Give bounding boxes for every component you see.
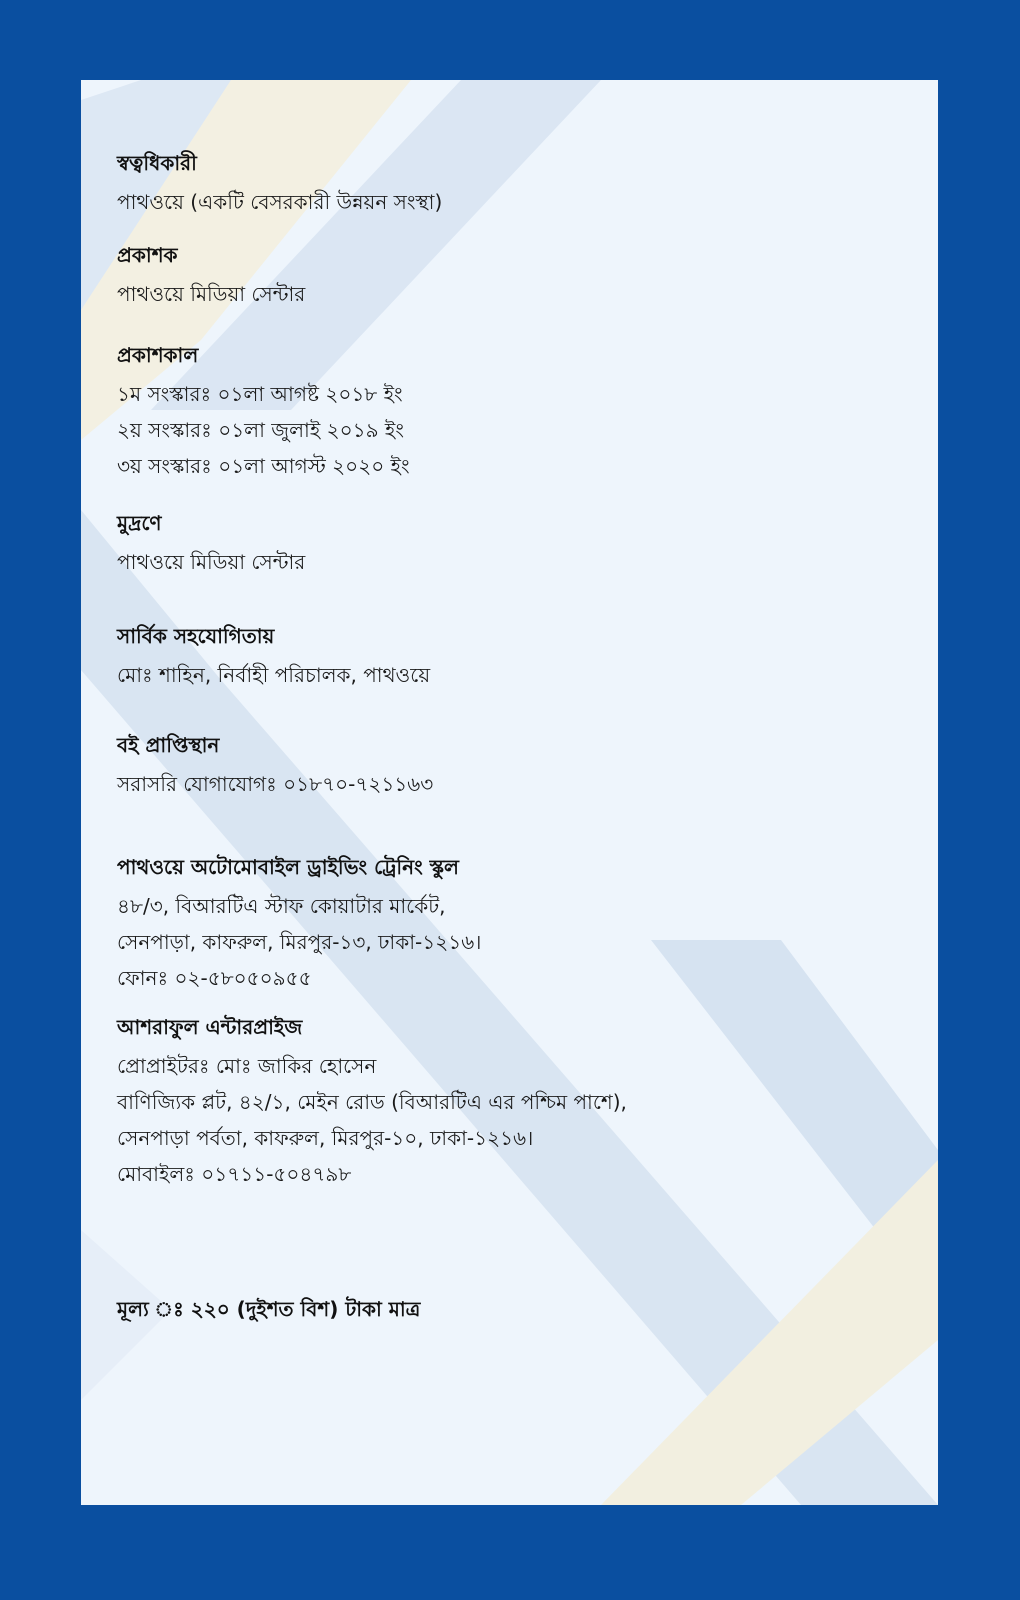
driving-school-address-2: সেনপাড়া, কাফরুল, মিরপুর-১৩, ঢাকা-১২১৬।	[117, 930, 482, 954]
price-section	[117, 1295, 897, 1328]
enterprise-heading: আশরাফুল এন্টারপ্রাইজ	[117, 1015, 303, 1039]
enterprise-section	[117, 1014, 897, 1192]
driving-school-phone: ফোনঃ ০২-৫৮০৫০৯৫৫	[117, 966, 312, 990]
cooperation-text: মোঃ শাহিন, নির্বাহী পরিচালক, পাথওয়ে	[117, 663, 431, 687]
publisher-heading: প্রকাশক	[117, 243, 178, 267]
publication-date-heading: প্রকাশকাল	[117, 343, 199, 367]
edition-3: ৩য় সংস্কারঃ ০১লা আগস্ট ২০২০ ইং	[117, 454, 410, 478]
enterprise-address-1: বাণিজ্যিক প্লট, ৪২/১, মেইন রোড (বিআরটিএ এর পশ্চিম পাশে),	[117, 1090, 627, 1114]
availability-heading: বই প্রাপ্তিস্থান	[117, 733, 220, 757]
publication-date-section	[117, 342, 897, 484]
printing-section	[117, 510, 897, 580]
edition-1: ১ম সংস্কারঃ ০১লা আগষ্ট ২০১৮ ইং	[117, 382, 403, 406]
enterprise-address-2: সেনপাড়া পর্বতা, কাফরুল, মিরপুর-১০, ঢাকা-১২১৬।	[117, 1126, 534, 1150]
imprint-page	[81, 80, 938, 1505]
driving-school-heading: পাথওয়ে অটোমোবাইল ড্রাইভিং ট্রেনিং স্কুল	[117, 855, 459, 879]
availability-text: সরাসরি যোগাযোগঃ ০১৮৭০-৭২১১৬৩	[117, 772, 434, 796]
cooperation-section	[117, 623, 897, 693]
publisher-section	[117, 242, 897, 312]
publisher-text: পাথওয়ে মিডিয়া সেন্টার	[117, 282, 306, 306]
edition-2: ২য় সংস্কারঃ ০১লা জুলাই ২০১৯ ইং	[117, 418, 404, 442]
price-text: মূল্য ঃ ২২০ (দুইশত বিশ) টাকা মাত্র	[117, 1297, 421, 1321]
driving-school-section	[117, 854, 897, 996]
owner-section	[117, 150, 897, 220]
printing-text: পাথওয়ে মিডিয়া সেন্টার	[117, 550, 306, 574]
enterprise-mobile: মোবাইলঃ ০১৭১১-৫০৪৭৯৮	[117, 1162, 352, 1186]
driving-school-address-1: ৪৮/৩, বিআরটিএ স্টাফ কোয়াটার মার্কেট,	[117, 894, 446, 918]
cooperation-heading: সার্বিক সহযোগিতায়	[117, 624, 275, 648]
enterprise-proprietor: প্রোপ্রাইটরঃ মোঃ জাকির হোসেন	[117, 1054, 377, 1078]
availability-section	[117, 732, 897, 802]
printing-heading: মুদ্রণে	[117, 511, 162, 535]
owner-heading: স্বত্বধিকারী	[117, 151, 197, 175]
owner-text: পাথওয়ে (একটি বেসরকারী উন্নয়ন সংস্থা)	[117, 190, 443, 214]
